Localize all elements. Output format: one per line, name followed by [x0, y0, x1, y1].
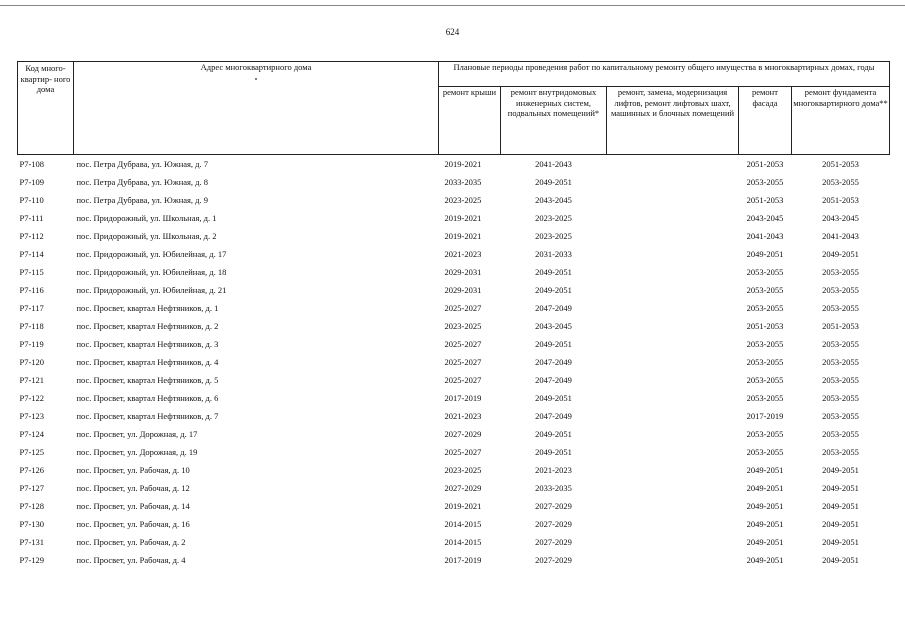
cell-elevators: [607, 407, 739, 425]
cell-engineering: 2047-2049: [535, 411, 572, 421]
cell-elevators: [607, 191, 739, 209]
cell-elevators: [607, 317, 739, 335]
cell-roof: 2021-2023: [444, 249, 482, 259]
table-row: [18, 263, 890, 281]
cell-facade: 2053-2055: [746, 429, 784, 439]
cell-code: Р7-117: [19, 303, 44, 313]
cell-code: Р7-126: [19, 465, 45, 475]
cell-address: пос. Просвет, квартал Нефтяников, д. 2: [76, 321, 219, 331]
cell-address: пос. Просвет, квартал Нефтяников, д. 6: [76, 393, 219, 403]
cell-elevators: [607, 335, 739, 353]
table-row: [18, 281, 890, 299]
cell-roof: 2023-2025: [444, 195, 482, 205]
cell-foundation: 2041-2043: [822, 231, 859, 241]
table-row: [18, 533, 890, 551]
cell-address: пос. Придорожный, ул. Юбилейная, д. 21: [76, 285, 227, 295]
cell-code: Р7-120: [19, 357, 45, 367]
cell-address: пос. Придорожный, ул. Школьная, д. 2: [76, 231, 217, 241]
cell-code: Р7-131: [19, 537, 45, 547]
cell-facade: 2049-2051: [746, 249, 784, 259]
cell-address: пос. Просвет, ул. Дорожная, д. 19: [76, 447, 198, 457]
cell-facade: 2053-2055: [746, 303, 784, 313]
cell-foundation: 2051-2053: [822, 321, 859, 331]
cell-roof: 2027-2029: [444, 429, 482, 439]
cell-code: Р7-128: [19, 501, 45, 511]
header-address-cell: [74, 62, 439, 155]
cell-roof: 2023-2025: [444, 321, 482, 331]
cell-foundation: 2049-2051: [822, 501, 859, 511]
cell-facade: 2049-2051: [746, 555, 784, 565]
cell-engineering: 2043-2045: [535, 321, 572, 331]
cell-elevators: [607, 209, 739, 227]
table-row: [18, 227, 890, 245]
cell-roof: 2025-2027: [444, 339, 482, 349]
table-row: [18, 299, 890, 317]
cell-elevators: [607, 479, 739, 497]
header-periods-title: Плановые периоды проведения работ по капитальному ремонту общего имущества в многоквартирных домах, годы: [439, 62, 890, 87]
cell-address: пос. Просвет, ул. Рабочая, д. 14: [76, 501, 190, 511]
cell-foundation: 2051-2053: [822, 195, 859, 205]
cell-elevators: [607, 443, 739, 461]
cell-code: Р7-115: [19, 267, 44, 277]
cell-foundation: 2051-2053: [822, 159, 859, 169]
table-row: [18, 407, 890, 425]
cell-code: Р7-129: [19, 555, 45, 565]
cell-facade: 2017-2019: [746, 411, 784, 421]
table-row: [18, 353, 890, 371]
cell-facade: 2053-2055: [746, 447, 784, 457]
cell-facade: 2053-2055: [746, 267, 784, 277]
table-row: [18, 479, 890, 497]
table-row: [18, 443, 890, 461]
table-row: [18, 173, 890, 191]
page-number: 624: [445, 27, 460, 37]
cell-engineering: 2027-2029: [535, 519, 572, 529]
cell-elevators: [607, 533, 739, 551]
cell-engineering: 2027-2029: [535, 537, 572, 547]
cell-foundation: 2053-2055: [822, 411, 859, 421]
cell-foundation: 2049-2051: [822, 555, 859, 565]
cell-foundation: 2049-2051: [822, 537, 859, 547]
cell-code: Р7-109: [19, 177, 45, 187]
capital-repair-table: [17, 61, 890, 569]
table-header: [18, 62, 890, 155]
cell-foundation: 2053-2055: [822, 303, 859, 313]
table-row: [18, 497, 890, 515]
cell-elevators: [607, 173, 739, 191]
cell-code: Р7-116: [19, 285, 44, 295]
cell-roof: 2019-2021: [444, 213, 482, 223]
cell-foundation: 2053-2055: [822, 393, 859, 403]
header-code: Код много- квартир- ного дома: [18, 62, 74, 155]
cell-foundation: 2053-2055: [822, 375, 859, 385]
cell-facade: 2049-2051: [746, 501, 784, 511]
cell-elevators: [607, 299, 739, 317]
header-roof: ремонт крыши: [439, 87, 501, 155]
cell-facade: 2043-2045: [746, 213, 784, 223]
cell-address: пос. Просвет, ул. Рабочая, д. 12: [76, 483, 190, 493]
cell-roof: 2014-2015: [444, 537, 482, 547]
cell-elevators: [607, 263, 739, 281]
cell-address: пос. Просвет, квартал Нефтяников, д. 3: [76, 339, 219, 349]
cell-engineering: 2027-2029: [535, 501, 572, 511]
cell-roof: 2017-2019: [444, 555, 482, 565]
cell-elevators: [607, 227, 739, 245]
cell-roof: 2019-2021: [444, 231, 482, 241]
cell-roof: 2014-2015: [444, 519, 482, 529]
cell-engineering: 2021-2023: [535, 465, 572, 475]
table-row: [18, 425, 890, 443]
cell-code: Р7-119: [19, 339, 44, 349]
cell-address: пос. Придорожный, ул. Школьная, д. 1: [76, 213, 217, 223]
cell-elevators: [607, 497, 739, 515]
cell-roof: 2019-2021: [444, 159, 482, 169]
cell-engineering: 2049-2051: [535, 267, 572, 277]
cell-engineering: 2049-2051: [535, 339, 572, 349]
cell-code: Р7-118: [19, 321, 44, 331]
table-row: [18, 191, 890, 209]
cell-address: пос. Просвет, ул. Рабочая, д. 10: [76, 465, 190, 475]
cell-foundation: 2053-2055: [822, 447, 859, 457]
cell-address: пос. Придорожный, ул. Юбилейная, д. 17: [76, 249, 227, 259]
cell-code: Р7-130: [19, 519, 45, 529]
cell-facade: 2049-2051: [746, 537, 784, 547]
header-engineering: ремонт внутридомовых инженерных систем, подвальных помещений*: [501, 87, 607, 155]
cell-roof: 2029-2031: [444, 267, 482, 277]
cell-foundation: 2053-2055: [822, 285, 859, 295]
cell-elevators: [607, 353, 739, 371]
cell-engineering: 2049-2051: [535, 177, 572, 187]
cell-elevators: [607, 371, 739, 389]
cell-engineering: 2033-2035: [535, 483, 572, 493]
cell-code: Р7-127: [19, 483, 45, 493]
table-row: [18, 245, 890, 263]
cell-roof: 2027-2029: [444, 483, 482, 493]
header-foundation: ремонт фундамента многоквартирного дома**: [792, 87, 890, 155]
cell-address: пос. Придорожный, ул. Юбилейная, д. 18: [76, 267, 227, 277]
cell-facade: 2051-2053: [746, 321, 784, 331]
cell-engineering: 2027-2029: [535, 555, 572, 565]
cell-code: Р7-111: [19, 213, 44, 223]
cell-facade: 2049-2051: [746, 519, 784, 529]
cell-address: пос. Петра Дубрава, ул. Южная, д. 9: [76, 195, 209, 205]
cell-code: Р7-124: [19, 429, 45, 439]
cell-code: Р7-108: [19, 159, 45, 169]
cell-address: пос. Петра Дубрава, ул. Южная, д. 7: [76, 159, 209, 169]
table-row: [18, 335, 890, 353]
table-row: [18, 551, 890, 569]
table-row: [18, 209, 890, 227]
cell-engineering: 2049-2051: [535, 429, 572, 439]
table-row: [18, 461, 890, 479]
cell-facade: 2049-2051: [746, 465, 784, 475]
header-elevators: ремонт, замена, модернизация лифтов, ремонт лифтовых шахт, машинных и блочных помещений: [607, 87, 739, 155]
cell-elevators: [607, 551, 739, 569]
cell-foundation: 2049-2051: [822, 519, 859, 529]
cell-address: пос. Просвет, ул. Рабочая, д. 2: [76, 537, 186, 547]
cell-facade: 2049-2051: [746, 483, 784, 493]
cell-elevators: [607, 245, 739, 263]
cell-facade: 2051-2053: [746, 195, 784, 205]
cell-code: Р7-125: [19, 447, 45, 457]
cell-address: пос. Петра Дубрава, ул. Южная, д. 8: [76, 177, 209, 187]
table-row: [18, 515, 890, 533]
cell-elevators: [607, 155, 739, 174]
cell-roof: 2025-2027: [444, 375, 482, 385]
cell-foundation: 2053-2055: [822, 429, 859, 439]
stray-dot: [255, 78, 257, 80]
cell-foundation: 2053-2055: [822, 177, 859, 187]
cell-engineering: 2049-2051: [535, 285, 572, 295]
cell-roof: 2029-2031: [444, 285, 482, 295]
cell-address: пос. Просвет, квартал Нефтяников, д. 7: [76, 411, 219, 421]
cell-elevators: [607, 515, 739, 533]
cell-elevators: [607, 425, 739, 443]
cell-engineering: 2031-2033: [535, 249, 572, 259]
cell-foundation: 2049-2051: [822, 465, 859, 475]
cell-roof: 2025-2027: [444, 357, 482, 367]
cell-facade: 2053-2055: [746, 177, 784, 187]
cell-address: пос. Просвет, квартал Нефтяников, д. 1: [76, 303, 219, 313]
cell-engineering: 2041-2043: [535, 159, 572, 169]
cell-code: Р7-122: [19, 393, 45, 403]
table-body: [18, 155, 890, 570]
cell-address: пос. Просвет, ул. Дорожная, д. 17: [76, 429, 198, 439]
header-facade: ремонт фасада: [739, 87, 792, 155]
cell-roof: 2033-2035: [444, 177, 482, 187]
cell-roof: 2021-2023: [444, 411, 482, 421]
cell-elevators: [607, 389, 739, 407]
cell-facade: 2053-2055: [746, 357, 784, 367]
cell-engineering: 2043-2045: [535, 195, 572, 205]
cell-foundation: 2043-2045: [822, 213, 859, 223]
cell-address: пос. Просвет, ул. Рабочая, д. 16: [76, 519, 190, 529]
table-row: [18, 317, 890, 335]
cell-facade: 2051-2053: [746, 159, 784, 169]
cell-code: Р7-123: [19, 411, 45, 421]
cell-roof: 2017-2019: [444, 393, 482, 403]
cell-address: пос. Просвет, квартал Нефтяников, д. 5: [76, 375, 219, 385]
cell-address: пос. Просвет, ул. Рабочая, д. 4: [76, 555, 186, 565]
table-row: [18, 371, 890, 389]
cell-roof: 2019-2021: [444, 501, 482, 511]
cell-facade: 2053-2055: [746, 393, 784, 403]
cell-engineering: 2049-2051: [535, 393, 572, 403]
cell-code: Р7-112: [19, 231, 44, 241]
cell-code: Р7-110: [19, 195, 44, 205]
cell-facade: 2041-2043: [746, 231, 784, 241]
cell-engineering: 2047-2049: [535, 375, 572, 385]
header-address: Адрес многоквартирного дома: [200, 62, 312, 72]
cell-foundation: 2053-2055: [822, 267, 859, 277]
table-row: [18, 155, 890, 174]
cell-facade: 2053-2055: [746, 375, 784, 385]
cell-facade: 2053-2055: [746, 339, 784, 349]
cell-engineering: 2047-2049: [535, 303, 572, 313]
cell-roof: 2023-2025: [444, 465, 482, 475]
cell-address: пос. Просвет, квартал Нефтяников, д. 4: [76, 357, 219, 367]
cell-code: Р7-121: [19, 375, 45, 385]
table-row: [18, 389, 890, 407]
cell-foundation: 2053-2055: [822, 339, 859, 349]
cell-facade: 2053-2055: [746, 285, 784, 295]
cell-elevators: [607, 461, 739, 479]
cell-roof: 2025-2027: [444, 303, 482, 313]
cell-engineering: 2049-2051: [535, 447, 572, 457]
cell-elevators: [607, 281, 739, 299]
cell-engineering: 2047-2049: [535, 357, 572, 367]
cell-foundation: 2053-2055: [822, 357, 859, 367]
cell-roof: 2025-2027: [444, 447, 482, 457]
cell-foundation: 2049-2051: [822, 483, 859, 493]
cell-code: Р7-114: [19, 249, 44, 259]
cell-foundation: 2049-2051: [822, 249, 859, 259]
cell-engineering: 2023-2025: [535, 231, 572, 241]
cell-engineering: 2023-2025: [535, 213, 572, 223]
top-rule: [0, 5, 905, 6]
